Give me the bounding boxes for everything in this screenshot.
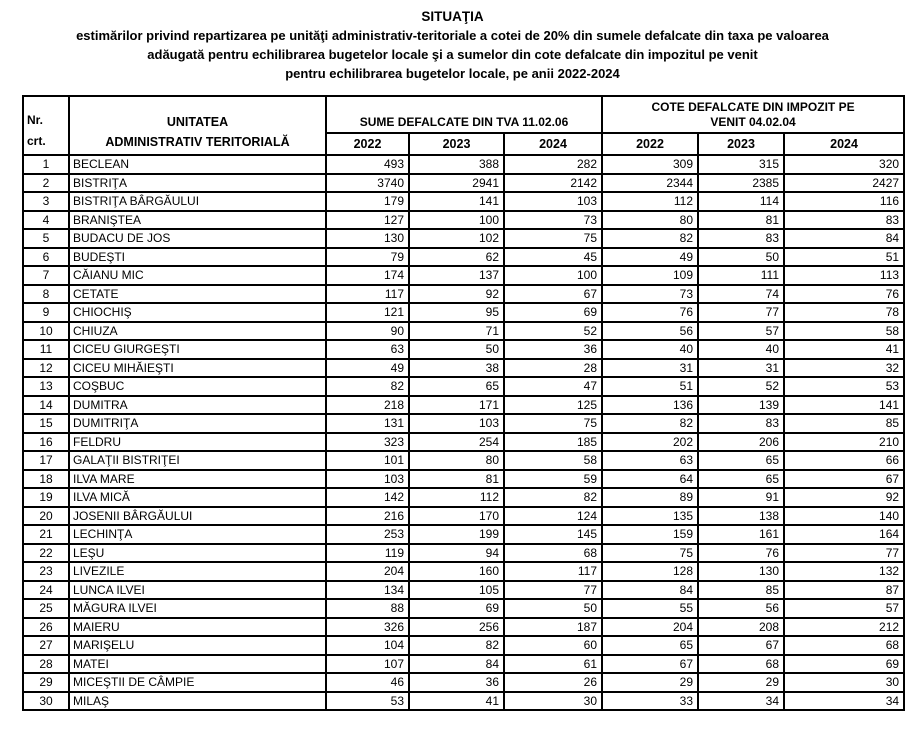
value-cell: 47: [504, 377, 602, 396]
value-cell: 315: [698, 155, 784, 174]
value-cell: 33: [602, 692, 698, 711]
uat-name-cell: MATEI: [69, 655, 326, 674]
value-cell: 136: [602, 396, 698, 415]
year-header-venit-2022: 2022: [602, 133, 698, 155]
title-block: [0, 7, 905, 83]
uat-name-cell: DUMITRA: [69, 396, 326, 415]
row-number-cell: 22: [23, 544, 69, 563]
row-number-cell: 9: [23, 303, 69, 322]
row-number-cell: 19: [23, 488, 69, 507]
uat-label-line2: ADMINISTRATIV TERITORIALĂ: [105, 135, 290, 149]
uat-name-cell: GALAŢII BISTRIŢEI: [69, 451, 326, 470]
year-header-venit-2023: 2023: [698, 133, 784, 155]
uat-name-cell: BECLEAN: [69, 155, 326, 174]
value-cell: 2142: [504, 174, 602, 193]
value-cell: 85: [784, 414, 904, 433]
value-cell: 68: [784, 636, 904, 655]
uat-name-cell: CHIUZA: [69, 322, 326, 341]
value-cell: 49: [602, 248, 698, 267]
value-cell: 117: [326, 285, 409, 304]
value-cell: 67: [784, 470, 904, 489]
uat-name-cell: BUDACU DE JOS: [69, 229, 326, 248]
value-cell: 493: [326, 155, 409, 174]
row-number-cell: 10: [23, 322, 69, 341]
uat-name-cell: LUNCA ILVEI: [69, 581, 326, 600]
row-number-cell: 2: [23, 174, 69, 193]
row-number-cell: 4: [23, 211, 69, 230]
value-cell: 84: [784, 229, 904, 248]
value-cell: 56: [602, 322, 698, 341]
document-title: SITUAŢIA: [421, 9, 484, 24]
value-cell: 254: [409, 433, 504, 452]
value-cell: 79: [326, 248, 409, 267]
uat-name-cell: MARIŞELU: [69, 636, 326, 655]
table-row: [23, 581, 904, 600]
value-cell: 66: [784, 451, 904, 470]
value-cell: 159: [602, 525, 698, 544]
value-cell: 82: [504, 488, 602, 507]
uat-name-cell: COŞBUC: [69, 377, 326, 396]
value-cell: 210: [784, 433, 904, 452]
value-cell: 80: [602, 211, 698, 230]
row-number-cell: 6: [23, 248, 69, 267]
value-cell: 84: [409, 655, 504, 674]
value-cell: 63: [602, 451, 698, 470]
value-cell: 52: [504, 322, 602, 341]
value-cell: 56: [698, 599, 784, 618]
row-number-cell: 29: [23, 673, 69, 692]
row-number-cell: 20: [23, 507, 69, 526]
value-cell: 103: [504, 192, 602, 211]
uat-name-cell: BISTRIŢA: [69, 174, 326, 193]
value-cell: 73: [602, 285, 698, 304]
row-number-cell: 5: [23, 229, 69, 248]
uat-name-cell: CETATE: [69, 285, 326, 304]
row-number-cell: 27: [23, 636, 69, 655]
value-cell: 130: [698, 562, 784, 581]
value-cell: 388: [409, 155, 504, 174]
value-cell: 41: [409, 692, 504, 711]
table-row: [23, 562, 904, 581]
uat-name-cell: MICEŞTII DE CÂMPIE: [69, 673, 326, 692]
value-cell: 112: [602, 192, 698, 211]
table-row: [23, 599, 904, 618]
uat-name-cell: CICEU MIHĂIEŞTI: [69, 359, 326, 378]
table-row: [23, 359, 904, 378]
table-row: [23, 470, 904, 489]
value-cell: 204: [602, 618, 698, 637]
value-cell: 185: [504, 433, 602, 452]
value-cell: 75: [504, 229, 602, 248]
value-cell: 30: [784, 673, 904, 692]
value-cell: 65: [698, 470, 784, 489]
value-cell: 30: [504, 692, 602, 711]
value-cell: 82: [326, 377, 409, 396]
value-cell: 101: [326, 451, 409, 470]
value-cell: 83: [698, 229, 784, 248]
value-cell: 88: [326, 599, 409, 618]
value-cell: 77: [698, 303, 784, 322]
value-cell: 309: [602, 155, 698, 174]
value-cell: 323: [326, 433, 409, 452]
value-cell: 142: [326, 488, 409, 507]
table-row: [23, 396, 904, 415]
value-cell: 112: [409, 488, 504, 507]
table-row: [23, 174, 904, 193]
table-row: [23, 285, 904, 304]
value-cell: 199: [409, 525, 504, 544]
col-header-nr-crt: [23, 96, 69, 155]
value-cell: 141: [784, 396, 904, 415]
value-cell: 134: [326, 581, 409, 600]
value-cell: 26: [504, 673, 602, 692]
value-cell: 100: [409, 211, 504, 230]
value-cell: 65: [698, 451, 784, 470]
row-number-cell: 30: [23, 692, 69, 711]
value-cell: 71: [409, 322, 504, 341]
value-cell: 114: [698, 192, 784, 211]
value-cell: 32: [784, 359, 904, 378]
value-cell: 253: [326, 525, 409, 544]
value-cell: 38: [409, 359, 504, 378]
table-row: [23, 322, 904, 341]
row-number-cell: 1: [23, 155, 69, 174]
value-cell: 204: [326, 562, 409, 581]
value-cell: 89: [602, 488, 698, 507]
value-cell: 50: [698, 248, 784, 267]
uat-name-cell: MILAŞ: [69, 692, 326, 711]
uat-name-cell: CICEU GIURGEŞTI: [69, 340, 326, 359]
value-cell: 94: [409, 544, 504, 563]
table-row: [23, 414, 904, 433]
value-cell: 61: [504, 655, 602, 674]
value-cell: 51: [784, 248, 904, 267]
uat-name-cell: LECHINŢA: [69, 525, 326, 544]
value-cell: 81: [409, 470, 504, 489]
table-row: [23, 211, 904, 230]
table-row: [23, 525, 904, 544]
value-cell: 65: [409, 377, 504, 396]
value-cell: 73: [504, 211, 602, 230]
value-cell: 83: [784, 211, 904, 230]
table-row: [23, 655, 904, 674]
table-row: [23, 488, 904, 507]
value-cell: 87: [784, 581, 904, 600]
value-cell: 2941: [409, 174, 504, 193]
value-cell: 179: [326, 192, 409, 211]
table-row: [23, 303, 904, 322]
nr-label: Nr.: [27, 113, 44, 127]
value-cell: 51: [602, 377, 698, 396]
value-cell: 82: [602, 229, 698, 248]
row-number-cell: 11: [23, 340, 69, 359]
value-cell: 58: [504, 451, 602, 470]
row-number-cell: 24: [23, 581, 69, 600]
value-cell: 82: [409, 636, 504, 655]
value-cell: 84: [602, 581, 698, 600]
value-cell: 92: [409, 285, 504, 304]
value-cell: 171: [409, 396, 504, 415]
value-cell: 107: [326, 655, 409, 674]
row-number-cell: 23: [23, 562, 69, 581]
value-cell: 121: [326, 303, 409, 322]
uat-name-cell: ILVA MARE: [69, 470, 326, 489]
value-cell: 103: [326, 470, 409, 489]
value-cell: 50: [504, 599, 602, 618]
value-cell: 83: [698, 414, 784, 433]
value-cell: 320: [784, 155, 904, 174]
value-cell: 145: [504, 525, 602, 544]
uat-name-cell: BUDEŞTI: [69, 248, 326, 267]
uat-name-cell: BISTRIŢA BÂRGĂULUI: [69, 192, 326, 211]
value-cell: 208: [698, 618, 784, 637]
value-cell: 139: [698, 396, 784, 415]
value-cell: 57: [698, 322, 784, 341]
value-cell: 49: [326, 359, 409, 378]
value-cell: 131: [326, 414, 409, 433]
value-cell: 60: [504, 636, 602, 655]
value-cell: 53: [326, 692, 409, 711]
value-cell: 28: [504, 359, 602, 378]
table-row: [23, 692, 904, 711]
value-cell: 127: [326, 211, 409, 230]
table-row: [23, 248, 904, 267]
value-cell: 103: [409, 414, 504, 433]
value-cell: 69: [504, 303, 602, 322]
row-number-cell: 21: [23, 525, 69, 544]
value-cell: 36: [409, 673, 504, 692]
value-cell: 67: [504, 285, 602, 304]
subtitle-line-3: pentru echilibrarea bugetelor locale, pe anii 2022-2024: [285, 66, 620, 81]
table-row: [23, 266, 904, 285]
value-cell: 29: [602, 673, 698, 692]
value-cell: 36: [504, 340, 602, 359]
table-row: [23, 433, 904, 452]
value-cell: 76: [784, 285, 904, 304]
value-cell: 116: [784, 192, 904, 211]
value-cell: 2385: [698, 174, 784, 193]
value-cell: 170: [409, 507, 504, 526]
uat-name-cell: LEŞU: [69, 544, 326, 563]
value-cell: 63: [326, 340, 409, 359]
value-cell: 77: [784, 544, 904, 563]
year-header-tva-2023: 2023: [409, 133, 504, 155]
uat-label-line1: UNITATEA: [166, 115, 229, 129]
uat-name-cell: MĂGURA ILVEI: [69, 599, 326, 618]
value-cell: 64: [602, 470, 698, 489]
row-number-cell: 17: [23, 451, 69, 470]
value-cell: 34: [698, 692, 784, 711]
value-cell: 91: [698, 488, 784, 507]
value-cell: 100: [504, 266, 602, 285]
row-number-cell: 3: [23, 192, 69, 211]
value-cell: 125: [504, 396, 602, 415]
value-cell: 65: [602, 636, 698, 655]
value-cell: 80: [409, 451, 504, 470]
row-number-cell: 15: [23, 414, 69, 433]
crt-label: crt.: [27, 134, 46, 148]
uat-name-cell: CHIOCHIŞ: [69, 303, 326, 322]
value-cell: 135: [602, 507, 698, 526]
year-header-venit-2024: 2024: [784, 133, 904, 155]
value-cell: 128: [602, 562, 698, 581]
value-cell: 40: [602, 340, 698, 359]
row-number-cell: 26: [23, 618, 69, 637]
row-number-cell: 16: [23, 433, 69, 452]
value-cell: 55: [602, 599, 698, 618]
row-number-cell: 12: [23, 359, 69, 378]
value-cell: 132: [784, 562, 904, 581]
value-cell: 104: [326, 636, 409, 655]
table-body: [23, 155, 904, 710]
value-cell: 160: [409, 562, 504, 581]
group-header-venit: [602, 96, 904, 133]
venit-label-line1: COTE DEFALCATE DIN IMPOZIT PE: [651, 100, 855, 114]
table-row: [23, 340, 904, 359]
value-cell: 46: [326, 673, 409, 692]
row-number-cell: 8: [23, 285, 69, 304]
value-cell: 40: [698, 340, 784, 359]
uat-name-cell: BRANIŞTEA: [69, 211, 326, 230]
value-cell: 105: [409, 581, 504, 600]
year-header-tva-2022: 2022: [326, 133, 409, 155]
value-cell: 256: [409, 618, 504, 637]
value-cell: 137: [409, 266, 504, 285]
value-cell: 45: [504, 248, 602, 267]
value-cell: 29: [698, 673, 784, 692]
value-cell: 41: [784, 340, 904, 359]
table-row: [23, 507, 904, 526]
value-cell: 53: [784, 377, 904, 396]
value-cell: 69: [409, 599, 504, 618]
value-cell: 130: [326, 229, 409, 248]
uat-name-cell: ILVA MICĂ: [69, 488, 326, 507]
value-cell: 68: [504, 544, 602, 563]
value-cell: 212: [784, 618, 904, 637]
value-cell: 69: [784, 655, 904, 674]
value-cell: 282: [504, 155, 602, 174]
value-cell: 81: [698, 211, 784, 230]
value-cell: 52: [698, 377, 784, 396]
value-cell: 50: [409, 340, 504, 359]
value-cell: 202: [602, 433, 698, 452]
table-row: [23, 636, 904, 655]
value-cell: 187: [504, 618, 602, 637]
table-header: [23, 96, 904, 155]
value-cell: 161: [698, 525, 784, 544]
value-cell: 90: [326, 322, 409, 341]
table-row: [23, 192, 904, 211]
value-cell: 141: [409, 192, 504, 211]
value-cell: 92: [784, 488, 904, 507]
value-cell: 138: [698, 507, 784, 526]
uat-name-cell: CĂIANU MIC: [69, 266, 326, 285]
value-cell: 2344: [602, 174, 698, 193]
table-row: [23, 673, 904, 692]
value-cell: 85: [698, 581, 784, 600]
value-cell: 2427: [784, 174, 904, 193]
col-header-uat: [69, 96, 326, 155]
value-cell: 75: [602, 544, 698, 563]
row-number-cell: 18: [23, 470, 69, 489]
value-cell: 216: [326, 507, 409, 526]
value-cell: 218: [326, 396, 409, 415]
value-cell: 174: [326, 266, 409, 285]
value-cell: 31: [698, 359, 784, 378]
header-group-row: [23, 96, 904, 133]
value-cell: 76: [698, 544, 784, 563]
value-cell: 34: [784, 692, 904, 711]
value-cell: 62: [409, 248, 504, 267]
value-cell: 76: [602, 303, 698, 322]
value-cell: 75: [504, 414, 602, 433]
row-number-cell: 13: [23, 377, 69, 396]
value-cell: 124: [504, 507, 602, 526]
value-cell: 59: [504, 470, 602, 489]
table-row: [23, 229, 904, 248]
row-number-cell: 14: [23, 396, 69, 415]
value-cell: 102: [409, 229, 504, 248]
value-cell: 326: [326, 618, 409, 637]
value-cell: 58: [784, 322, 904, 341]
value-cell: 57: [784, 599, 904, 618]
value-cell: 206: [698, 433, 784, 452]
allocation-table: [22, 95, 905, 711]
uat-name-cell: MAIERU: [69, 618, 326, 637]
uat-name-cell: JOSENII BÂRGĂULUI: [69, 507, 326, 526]
value-cell: 164: [784, 525, 904, 544]
venit-label-line2: VENIT 04.02.04: [710, 115, 796, 129]
table-row: [23, 377, 904, 396]
uat-name-cell: DUMITRIŢA: [69, 414, 326, 433]
value-cell: 109: [602, 266, 698, 285]
row-number-cell: 7: [23, 266, 69, 285]
value-cell: 111: [698, 266, 784, 285]
table-row: [23, 618, 904, 637]
value-cell: 95: [409, 303, 504, 322]
value-cell: 78: [784, 303, 904, 322]
value-cell: 74: [698, 285, 784, 304]
group-header-tva: SUME DEFALCATE DIN TVA 11.02.06: [326, 96, 602, 133]
subtitle-line-1: estimărilor privind repartizarea pe unităţi administrativ-teritoriale a cotei de 20% din sumele defalcate din taxa pe valoarea: [76, 28, 829, 43]
row-number-cell: 28: [23, 655, 69, 674]
value-cell: 31: [602, 359, 698, 378]
value-cell: 68: [698, 655, 784, 674]
value-cell: 67: [698, 636, 784, 655]
uat-name-cell: FELDRU: [69, 433, 326, 452]
uat-name-cell: LIVEZILE: [69, 562, 326, 581]
value-cell: 3740: [326, 174, 409, 193]
row-number-cell: 25: [23, 599, 69, 618]
value-cell: 117: [504, 562, 602, 581]
table-row: [23, 544, 904, 563]
value-cell: 82: [602, 414, 698, 433]
value-cell: 113: [784, 266, 904, 285]
year-header-tva-2024: 2024: [504, 133, 602, 155]
value-cell: 67: [602, 655, 698, 674]
value-cell: 140: [784, 507, 904, 526]
table-row: [23, 155, 904, 174]
subtitle-line-2: adăugată pentru echilibrarea bugetelor locale şi a sumelor din cote defalcate din impozitul pe venit: [147, 47, 758, 62]
value-cell: 119: [326, 544, 409, 563]
value-cell: 77: [504, 581, 602, 600]
table-row: [23, 451, 904, 470]
